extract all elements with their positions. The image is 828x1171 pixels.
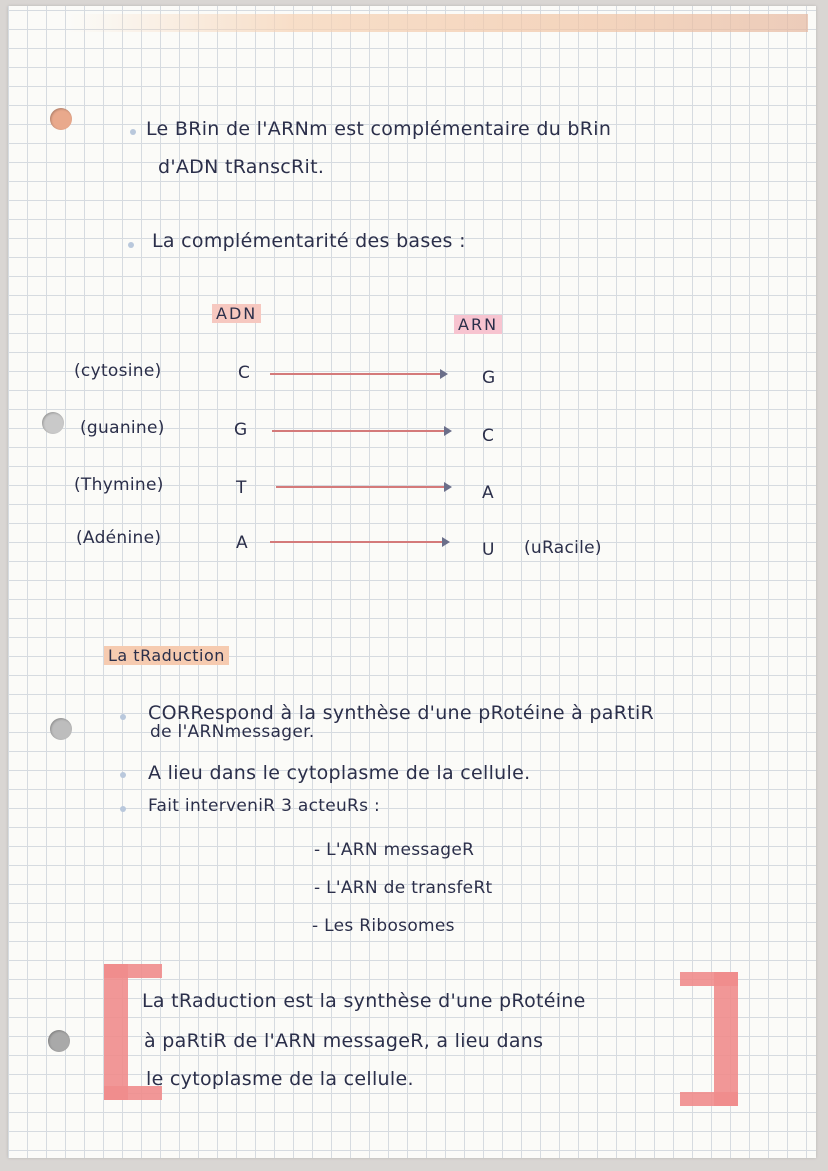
summary-line-3: le cytoplasme de la cellule. bbox=[146, 1068, 414, 1090]
notebook-page bbox=[8, 6, 816, 1158]
adn-header: ADN bbox=[212, 304, 261, 323]
actor-2: - L'ARN de transfeRt bbox=[314, 878, 493, 898]
adn-base-3: T bbox=[236, 478, 247, 498]
top-color-band bbox=[68, 14, 808, 32]
binder-hole-3 bbox=[50, 718, 72, 740]
arn-base-2: C bbox=[482, 426, 495, 446]
binder-hole-2 bbox=[42, 412, 64, 434]
left-bracket-vertical bbox=[104, 964, 128, 1100]
binder-hole-4 bbox=[48, 1030, 70, 1052]
right-bracket-bottom bbox=[680, 1092, 738, 1106]
base-name-2: (guanine) bbox=[80, 418, 165, 438]
actor-3: - Les Ribosomes bbox=[312, 916, 455, 936]
right-bracket-vertical bbox=[714, 972, 738, 1106]
arrow-4 bbox=[270, 541, 448, 543]
arn-base-3: A bbox=[482, 483, 494, 503]
bullet-dot bbox=[130, 129, 136, 135]
intro-line-2: d'ADN tRanscRit. bbox=[158, 156, 325, 178]
arrow-2 bbox=[272, 430, 450, 432]
summary-line-1: La tRaduction est la synthèse d'une pRotéine bbox=[142, 990, 586, 1012]
bullet-dot bbox=[120, 714, 126, 720]
arn-header: ARN bbox=[454, 315, 502, 334]
traduction-actors-intro: Fait interveniR 3 acteuRs : bbox=[148, 796, 381, 816]
traduction-heading: La tRaduction bbox=[104, 646, 229, 665]
adn-base-4: A bbox=[236, 533, 248, 553]
base-name-4: (Adénine) bbox=[76, 528, 162, 548]
base-name-3: (Thymine) bbox=[74, 475, 164, 495]
summary-line-2: à paRtiR de l'ARN messageR, a lieu dans bbox=[144, 1030, 544, 1052]
actor-1: - L'ARN messageR bbox=[314, 840, 475, 860]
bullet-dot bbox=[128, 242, 134, 248]
right-bracket-top bbox=[680, 972, 738, 986]
traduction-location: A lieu dans le cytoplasme de la cellule. bbox=[148, 762, 531, 784]
base-name-1: (cytosine) bbox=[74, 361, 162, 381]
intro-line-1: Le BRin de l'ARNm est complémentaire du bRin bbox=[146, 118, 612, 140]
complementarity-title: La complémentarité des bases : bbox=[152, 230, 466, 252]
bullet-dot bbox=[120, 772, 126, 778]
arrow-1 bbox=[270, 373, 446, 375]
left-bracket-top bbox=[104, 964, 162, 978]
traduction-definition-line-1: CORRespond à la synthèse d'une pRotéine à paRtiR bbox=[148, 702, 655, 724]
arrow-3 bbox=[276, 486, 450, 488]
adn-base-1: C bbox=[238, 363, 251, 383]
bullet-dot bbox=[120, 806, 126, 812]
adn-base-2: G bbox=[234, 420, 248, 440]
traduction-definition-line-2: de l'ARNmessager. bbox=[150, 722, 315, 742]
binder-hole-1 bbox=[50, 108, 72, 130]
uracil-note: (uRacile) bbox=[524, 538, 602, 558]
arn-base-4: U bbox=[482, 540, 495, 560]
arn-base-1: G bbox=[482, 368, 496, 388]
